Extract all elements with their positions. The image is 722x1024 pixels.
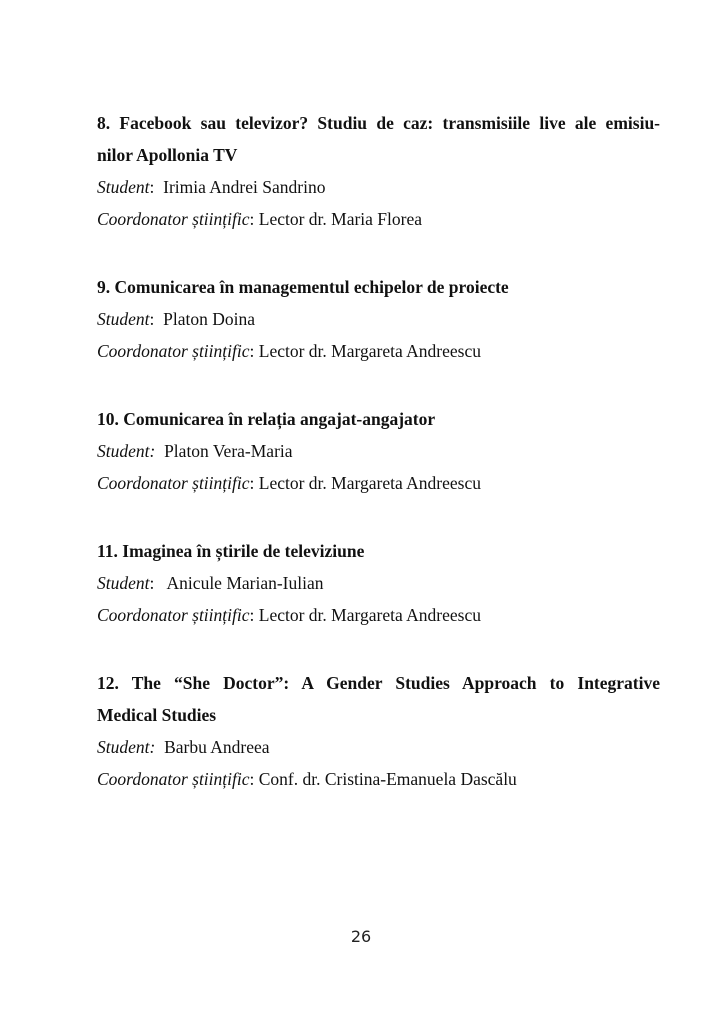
thesis-entry (97, 271, 660, 367)
entry-title-line-2: Medical Studies (97, 705, 217, 725)
thesis-entry (97, 535, 660, 631)
coordinator-line (97, 763, 660, 795)
coordinator-line (97, 599, 660, 631)
coordinator-label: Coordonator științific (97, 473, 250, 493)
student-label: Student (97, 737, 150, 757)
student-label: Student (97, 309, 150, 329)
thesis-entry (97, 667, 660, 795)
coordinator-name: Conf. dr. Cristina-Emanuela Dascălu (258, 769, 517, 789)
student-name: Platon Vera-Maria (164, 441, 293, 461)
separator: : (149, 737, 156, 757)
student-line (97, 567, 660, 599)
student-name: Platon Doina (163, 309, 255, 329)
coordinator-line (97, 203, 660, 235)
student-line (97, 303, 660, 335)
entry-title (97, 667, 660, 699)
coordinator-line (97, 467, 660, 499)
separator: : (249, 341, 255, 361)
student-name: Barbu Andreea (164, 737, 270, 757)
thesis-entry (97, 403, 660, 499)
entry-title-line-1: 11. Imaginea în știrile de televiziune (97, 541, 365, 561)
student-name: Irimia Andrei Sandrino (163, 177, 326, 197)
entry-title-continuation (97, 139, 660, 171)
entry-title-line-2: nilor Apollonia TV (97, 145, 238, 165)
coordinator-name: Lector dr. Margareta Andreescu (258, 473, 481, 493)
page-number: 26 (350, 927, 372, 946)
entry-title-continuation (97, 699, 660, 731)
document-page (97, 107, 660, 795)
student-label: Student (97, 573, 150, 593)
separator: : (249, 473, 255, 493)
coordinator-name: Lector dr. Margareta Andreescu (258, 605, 481, 625)
coordinator-name: Lector dr. Maria Florea (258, 209, 423, 229)
separator: : (149, 177, 155, 197)
student-line (97, 171, 660, 203)
entry-title-line-1: 8. Facebook sau televizor? Studiu de caz: transmisiile live ale emisiu- (97, 113, 660, 133)
student-line (97, 731, 660, 763)
coordinator-label: Coordonator științific (97, 605, 250, 625)
entry-title (97, 403, 660, 435)
student-label: Student (97, 177, 150, 197)
coordinator-line (97, 335, 660, 367)
separator: : (149, 573, 155, 593)
separator: : (249, 769, 255, 789)
separator: : (249, 605, 255, 625)
entry-title-line-1: 12. The “She Doctor”: A Gender Studies Approach to Integrative (97, 673, 660, 693)
entry-title (97, 271, 660, 303)
student-name: Anicule Marian-Iulian (166, 573, 324, 593)
coordinator-name: Lector dr. Margareta Andreescu (258, 341, 481, 361)
student-line (97, 435, 660, 467)
coordinator-label: Coordonator științific (97, 769, 250, 789)
coordinator-label: Coordonator științific (97, 209, 250, 229)
entry-title (97, 107, 660, 139)
entry-title (97, 535, 660, 567)
entry-title-line-1: 9. Comunicarea în managementul echipelor de proiecte (97, 277, 509, 297)
separator: : (149, 441, 156, 461)
separator: : (149, 309, 155, 329)
separator: : (249, 209, 255, 229)
entry-title-line-1: 10. Comunicarea în relația angajat-angajator (97, 409, 436, 429)
thesis-entry (97, 107, 660, 235)
student-label: Student (97, 441, 150, 461)
coordinator-label: Coordonator științific (97, 341, 250, 361)
